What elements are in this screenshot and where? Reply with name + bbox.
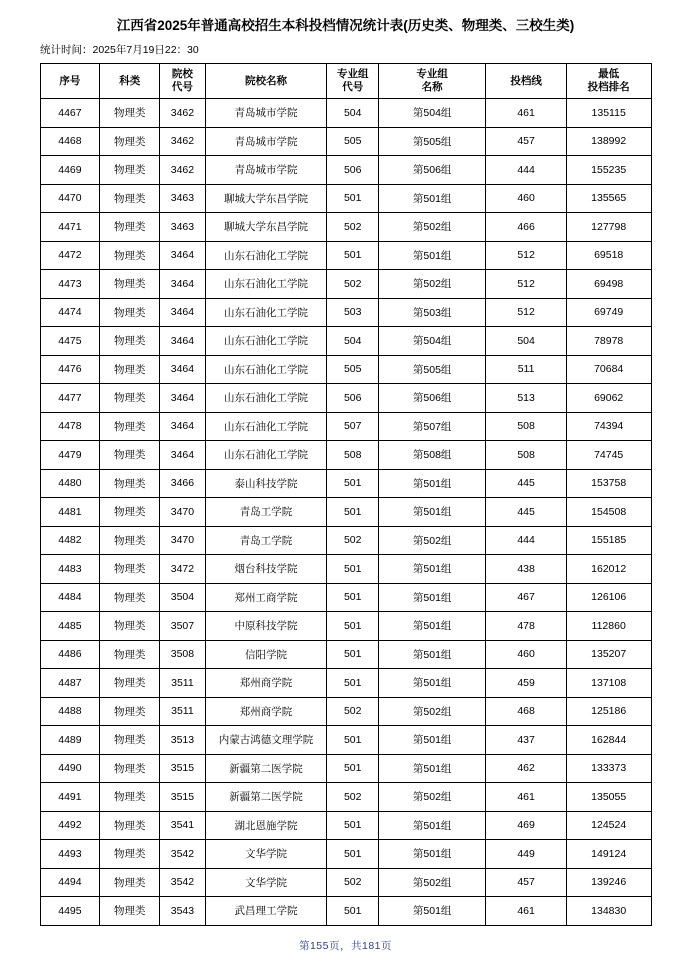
cell-group-name: 第501组 [379,555,486,584]
cell-college-name: 新疆第二医学院 [205,783,327,812]
cell-college-name: 青岛城市学院 [205,127,327,156]
cell-cutoff-score: 457 [486,127,567,156]
table-row [40,555,651,584]
cell-index: 4481 [40,498,100,527]
cell-college-name: 山东石油化工学院 [205,241,327,270]
cell-group-code: 502 [327,868,379,897]
cell-college-name: 内蒙古鸿德文理学院 [205,726,327,755]
cell-index: 4493 [40,840,100,869]
cell-category: 物理类 [100,327,160,356]
cell-group-code: 504 [327,99,379,128]
cell-lowest-rank: 126106 [566,583,651,612]
cell-lowest-rank: 134830 [566,897,651,926]
cell-group-code: 505 [327,355,379,384]
cell-lowest-rank: 69498 [566,270,651,299]
cell-group-code: 501 [327,583,379,612]
cell-college-name: 聊城大学东昌学院 [205,213,327,242]
cell-category: 物理类 [100,612,160,641]
cell-cutoff-score: 462 [486,754,567,783]
cell-college-name: 青岛城市学院 [205,99,327,128]
cell-college-name: 青岛城市学院 [205,156,327,185]
cell-group-name: 第501组 [379,840,486,869]
cell-college-name: 中原科技学院 [205,612,327,641]
table-row [40,583,651,612]
cell-index: 4480 [40,469,100,498]
cell-college-name: 山东石油化工学院 [205,441,327,470]
cell-category: 物理类 [100,726,160,755]
cell-group-code: 501 [327,726,379,755]
page-footer: 第155页，共181页 [298,939,393,952]
cell-cutoff-score: 445 [486,498,567,527]
cell-college-name: 山东石油化工学院 [205,384,327,413]
cell-lowest-rank: 124524 [566,811,651,840]
table-row [40,298,651,327]
cell-group-name: 第501组 [379,241,486,270]
column-header-index: 序号 [40,64,100,99]
cell-cutoff-score: 504 [486,327,567,356]
cell-cutoff-score: 469 [486,811,567,840]
cell-cutoff-score: 508 [486,412,567,441]
cell-group-code: 502 [327,697,379,726]
cell-group-name: 第505组 [379,127,486,156]
cell-category: 物理类 [100,555,160,584]
admission-table [40,63,652,926]
table-row [40,127,651,156]
cell-group-code: 506 [327,384,379,413]
cell-index: 4484 [40,583,100,612]
cell-lowest-rank: 112860 [566,612,651,641]
cell-cutoff-score: 449 [486,840,567,869]
cell-group-name: 第502组 [379,868,486,897]
cell-cutoff-score: 460 [486,184,567,213]
cell-index: 4491 [40,783,100,812]
cell-group-name: 第506组 [379,384,486,413]
cell-category: 物理类 [100,241,160,270]
cell-index: 4475 [40,327,100,356]
cell-lowest-rank: 74745 [566,441,651,470]
cell-college-name: 信阳学院 [205,640,327,669]
cell-index: 4477 [40,384,100,413]
cell-college-name: 郑州商学院 [205,697,327,726]
cell-college-code: 3464 [160,412,205,441]
cell-category: 物理类 [100,669,160,698]
cell-college-code: 3511 [160,669,205,698]
cell-cutoff-score: 461 [486,99,567,128]
cell-group-code: 501 [327,469,379,498]
cell-cutoff-score: 511 [486,355,567,384]
cell-college-name: 泰山科技学院 [205,469,327,498]
cell-college-name: 青岛工学院 [205,526,327,555]
cell-college-name: 山东石油化工学院 [205,327,327,356]
cell-lowest-rank: 137108 [566,669,651,698]
cell-index: 4487 [40,669,100,698]
cell-group-name: 第501组 [379,612,486,641]
column-header-category: 科类 [100,64,160,99]
cell-lowest-rank: 155235 [566,156,651,185]
cell-college-code: 3464 [160,355,205,384]
table-row [40,754,651,783]
cell-lowest-rank: 127798 [566,213,651,242]
table-row [40,213,651,242]
cell-group-name: 第501组 [379,469,486,498]
cell-group-name: 第501组 [379,583,486,612]
cell-group-code: 501 [327,498,379,527]
cell-college-code: 3507 [160,612,205,641]
cell-category: 物理类 [100,897,160,926]
cell-category: 物理类 [100,298,160,327]
cell-group-name: 第505组 [379,355,486,384]
cell-college-name: 新疆第二医学院 [205,754,327,783]
cell-college-code: 3511 [160,697,205,726]
cell-category: 物理类 [100,384,160,413]
table-row [40,811,651,840]
cell-college-code: 3466 [160,469,205,498]
cell-group-name: 第503组 [379,298,486,327]
cell-college-code: 3541 [160,811,205,840]
cell-lowest-rank: 149124 [566,840,651,869]
cell-index: 4485 [40,612,100,641]
cell-group-code: 501 [327,184,379,213]
cell-college-code: 3542 [160,868,205,897]
cell-index: 4492 [40,811,100,840]
cell-lowest-rank: 153758 [566,469,651,498]
cell-group-name: 第501组 [379,897,486,926]
cell-index: 4467 [40,99,100,128]
cell-lowest-rank: 133373 [566,754,651,783]
cell-cutoff-score: 461 [486,783,567,812]
cell-index: 4471 [40,213,100,242]
table-row [40,498,651,527]
cell-category: 物理类 [100,469,160,498]
cell-index: 4472 [40,241,100,270]
cell-cutoff-score: 468 [486,697,567,726]
cell-group-name: 第502组 [379,697,486,726]
cell-index: 4489 [40,726,100,755]
cell-lowest-rank: 69518 [566,241,651,270]
cell-cutoff-score: 457 [486,868,567,897]
cell-cutoff-score: 478 [486,612,567,641]
cell-group-name: 第502组 [379,270,486,299]
cell-lowest-rank: 162844 [566,726,651,755]
cell-group-code: 502 [327,526,379,555]
table-row [40,184,651,213]
cell-group-code: 501 [327,897,379,926]
cell-index: 4470 [40,184,100,213]
cell-group-code: 502 [327,213,379,242]
cell-lowest-rank: 70684 [566,355,651,384]
cell-category: 物理类 [100,184,160,213]
cell-lowest-rank: 135115 [566,99,651,128]
cell-lowest-rank: 74394 [566,412,651,441]
cell-college-name: 山东石油化工学院 [205,355,327,384]
cell-group-name: 第504组 [379,99,486,128]
cell-lowest-rank: 69062 [566,384,651,413]
table-row [40,840,651,869]
cell-college-code: 3515 [160,783,205,812]
cell-category: 物理类 [100,412,160,441]
cell-college-name: 文华学院 [205,868,327,897]
cell-college-code: 3462 [160,99,205,128]
cell-lowest-rank: 135207 [566,640,651,669]
cell-category: 物理类 [100,811,160,840]
cell-group-code: 501 [327,640,379,669]
table-header-row [40,64,651,99]
cell-group-code: 501 [327,811,379,840]
cell-college-name: 湖北恩施学院 [205,811,327,840]
cell-group-name: 第501组 [379,754,486,783]
cell-category: 物理类 [100,355,160,384]
cell-index: 4476 [40,355,100,384]
cell-college-code: 3464 [160,241,205,270]
cell-index: 4482 [40,526,100,555]
cell-group-name: 第508组 [379,441,486,470]
cell-cutoff-score: 513 [486,384,567,413]
cell-group-code: 501 [327,840,379,869]
table-body [40,99,651,926]
table-row [40,640,651,669]
cell-cutoff-score: 467 [486,583,567,612]
cell-group-code: 508 [327,441,379,470]
table-row [40,669,651,698]
cell-index: 4495 [40,897,100,926]
cell-category: 物理类 [100,441,160,470]
cell-lowest-rank: 155185 [566,526,651,555]
column-header-college-name: 院校名称 [205,64,327,99]
table-row [40,897,651,926]
cell-category: 物理类 [100,498,160,527]
table-row [40,469,651,498]
cell-index: 4468 [40,127,100,156]
cell-college-name: 山东石油化工学院 [205,298,327,327]
cell-lowest-rank: 135055 [566,783,651,812]
column-header-college-code: 院校 代号 [160,64,205,99]
cell-group-name: 第501组 [379,498,486,527]
cell-group-code: 507 [327,412,379,441]
cell-lowest-rank: 69749 [566,298,651,327]
cell-cutoff-score: 460 [486,640,567,669]
table-header [40,64,651,99]
cell-group-name: 第502组 [379,213,486,242]
cell-college-code: 3470 [160,526,205,555]
cell-college-code: 3463 [160,213,205,242]
cell-group-name: 第501组 [379,811,486,840]
cell-cutoff-score: 461 [486,897,567,926]
cell-lowest-rank: 135565 [566,184,651,213]
cell-group-name: 第501组 [379,669,486,698]
cell-group-code: 501 [327,612,379,641]
table-row [40,270,651,299]
cell-college-code: 3464 [160,270,205,299]
cell-college-name: 武昌理工学院 [205,897,327,926]
cell-category: 物理类 [100,127,160,156]
cell-cutoff-score: 459 [486,669,567,698]
table-row [40,697,651,726]
cell-cutoff-score: 444 [486,156,567,185]
cell-category: 物理类 [100,783,160,812]
table-row [40,327,651,356]
cell-group-code: 503 [327,298,379,327]
cell-category: 物理类 [100,156,160,185]
cell-cutoff-score: 508 [486,441,567,470]
cell-group-code: 501 [327,669,379,698]
cell-college-code: 3508 [160,640,205,669]
column-header-cutoff-score: 投档线 [486,64,567,99]
cell-group-name: 第502组 [379,526,486,555]
cell-lowest-rank: 154508 [566,498,651,527]
column-header-lowest-rank: 最低 投档排名 [566,64,651,99]
table-row [40,156,651,185]
cell-group-code: 502 [327,783,379,812]
cell-group-name: 第506组 [379,156,486,185]
table-row [40,241,651,270]
cell-cutoff-score: 437 [486,726,567,755]
cell-category: 物理类 [100,583,160,612]
cell-index: 4469 [40,156,100,185]
cell-cutoff-score: 445 [486,469,567,498]
cell-index: 4486 [40,640,100,669]
cell-group-code: 502 [327,270,379,299]
cell-group-code: 506 [327,156,379,185]
cell-college-code: 3504 [160,583,205,612]
cell-lowest-rank: 139246 [566,868,651,897]
table-row [40,612,651,641]
table-row [40,783,651,812]
cell-college-code: 3462 [160,127,205,156]
cell-cutoff-score: 512 [486,241,567,270]
cell-group-name: 第504组 [379,327,486,356]
cell-college-name: 郑州工商学院 [205,583,327,612]
cell-group-name: 第502组 [379,783,486,812]
cell-group-name: 第501组 [379,726,486,755]
cell-group-code: 505 [327,127,379,156]
table-row [40,868,651,897]
cell-index: 4488 [40,697,100,726]
cell-group-name: 第501组 [379,640,486,669]
cell-category: 物理类 [100,270,160,299]
cell-category: 物理类 [100,754,160,783]
cell-group-code: 501 [327,555,379,584]
cell-college-code: 3464 [160,384,205,413]
cell-college-name: 山东石油化工学院 [205,412,327,441]
cell-cutoff-score: 512 [486,270,567,299]
cell-cutoff-score: 438 [486,555,567,584]
cell-index: 4490 [40,754,100,783]
cell-group-name: 第507组 [379,412,486,441]
cell-college-code: 3470 [160,498,205,527]
cell-college-name: 文华学院 [205,840,327,869]
cell-index: 4473 [40,270,100,299]
cell-category: 物理类 [100,697,160,726]
cell-lowest-rank: 125186 [566,697,651,726]
cell-college-code: 3515 [160,754,205,783]
cell-college-name: 郑州商学院 [205,669,327,698]
cell-index: 4474 [40,298,100,327]
cell-cutoff-score: 512 [486,298,567,327]
cell-college-code: 3472 [160,555,205,584]
cell-category: 物理类 [100,640,160,669]
cell-cutoff-score: 444 [486,526,567,555]
cell-college-code: 3464 [160,298,205,327]
cell-index: 4494 [40,868,100,897]
cell-category: 物理类 [100,99,160,128]
table-row [40,726,651,755]
cell-index: 4478 [40,412,100,441]
cell-index: 4479 [40,441,100,470]
page-title: 江西省2025年普通高校招生本科投档情况统计表(历史类、物理类、三校生类) [116,18,575,33]
cell-index: 4483 [40,555,100,584]
cell-college-code: 3462 [160,156,205,185]
cell-lowest-rank: 138992 [566,127,651,156]
cell-group-code: 501 [327,754,379,783]
cell-college-code: 3464 [160,327,205,356]
column-header-group-name: 专业组 名称 [379,64,486,99]
cell-cutoff-score: 466 [486,213,567,242]
cell-category: 物理类 [100,526,160,555]
cell-group-code: 501 [327,241,379,270]
cell-category: 物理类 [100,868,160,897]
cell-category: 物理类 [100,840,160,869]
cell-college-code: 3542 [160,840,205,869]
column-header-group-code: 专业组 代号 [327,64,379,99]
statistics-time: 统计时间：2025年7月19日22：30 [40,44,199,56]
table-row [40,526,651,555]
table-row [40,412,651,441]
cell-college-code: 3463 [160,184,205,213]
cell-category: 物理类 [100,213,160,242]
cell-college-code: 3464 [160,441,205,470]
cell-college-code: 3543 [160,897,205,926]
table-row [40,99,651,128]
cell-lowest-rank: 162012 [566,555,651,584]
table-row [40,441,651,470]
cell-college-name: 烟台科技学院 [205,555,327,584]
cell-college-name: 聊城大学东昌学院 [205,184,327,213]
cell-college-code: 3513 [160,726,205,755]
cell-group-code: 504 [327,327,379,356]
cell-college-name: 青岛工学院 [205,498,327,527]
cell-college-name: 山东石油化工学院 [205,270,327,299]
table-row [40,355,651,384]
cell-group-name: 第501组 [379,184,486,213]
table-row [40,384,651,413]
cell-lowest-rank: 78978 [566,327,651,356]
